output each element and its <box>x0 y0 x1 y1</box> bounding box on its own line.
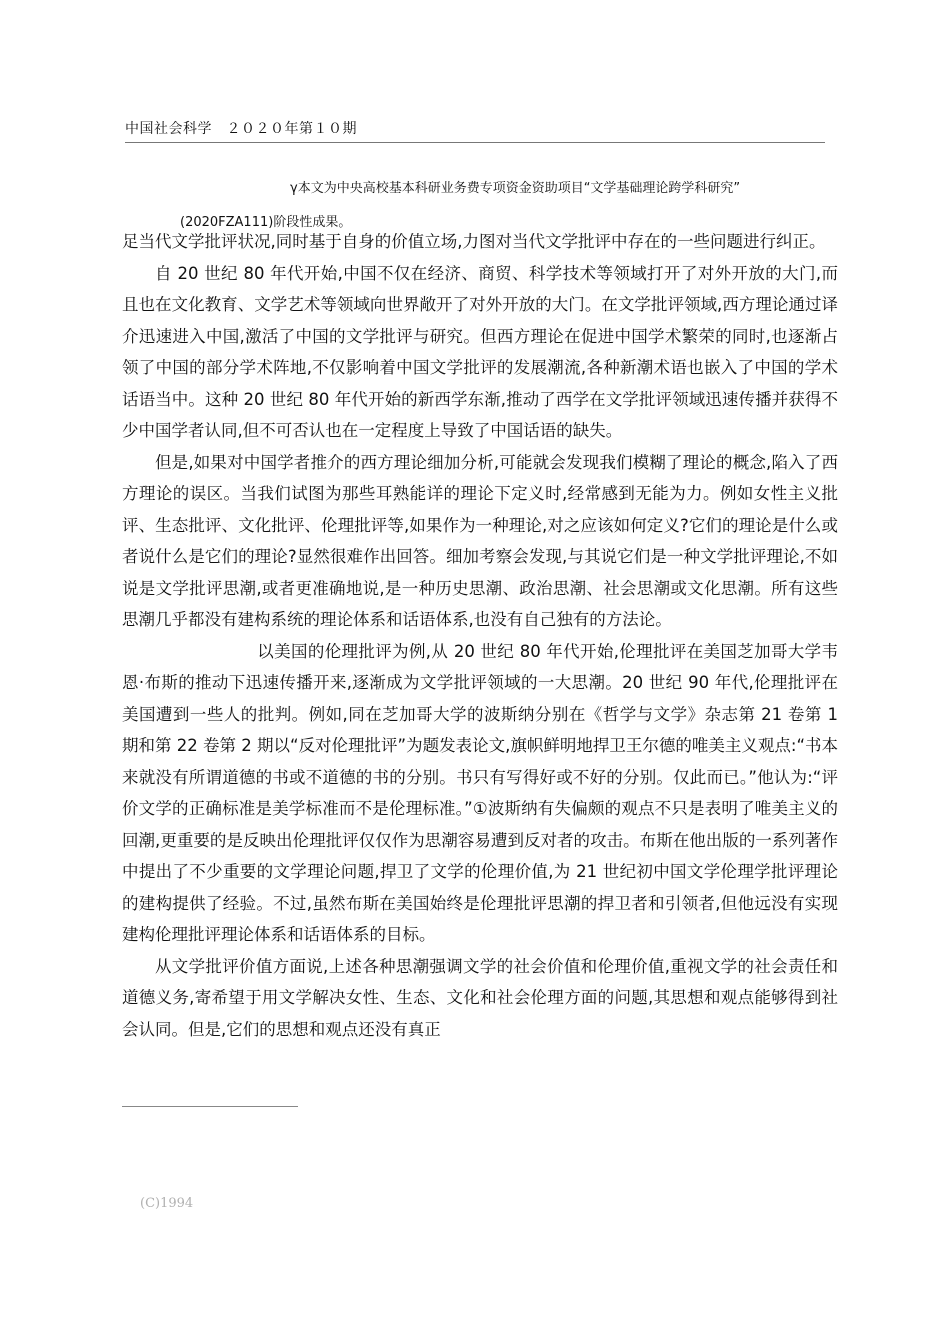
paragraph-western-theory: 但是,如果对中国学者推介的西方理论细加分析,可能就会发现我们模糊了理论的概念,陷入了西方理论的误区。当我们试图为那些耳熟能详的理论下定义时,经常感到无能为力。例如女性主义批评、生态批评、文化批评、伦理批评等,如果作为一种理论,对之应该如何定义?它们的理论是什么或者说什么是它们的理论?显然很难作出回答。细加考察会发现,与其说它们是一种文学批评理论,不如说是文学批评思潮,或者更准确地说,是一种历史思潮、政治思潮、社会思潮或文化思潮。所有这些思潮几乎都没有建构系统的理论体系和话语体系,也没有自己独有的方法论。 <box>122 452 838 629</box>
footnote-divider <box>122 1106 298 1107</box>
article-body <box>122 226 838 1045</box>
paragraph-critical-value: 从文学批评价值方面说,上述各种思潮强调文学的社会价值和伦理价值,重视文学的社会责任和道德义务,寄希望于用文学解决女性、生态、文化和社会伦理方面的问题,其思想和观点能够得到社会认同。但是,它们的思想和观点还没有真正 <box>122 956 838 1039</box>
funding-note-line-1: γ本文为中央高校基本科研业务费专项资金资助项目“文学基础理论跨学科研究” <box>290 181 741 196</box>
funding-note-line-2: (2020FZA111)阶段性成果。 <box>180 215 352 230</box>
journal-header: 中国社会科学 ２０２０年第１０期 <box>125 121 357 137</box>
paragraph-ethical-criticism: 以美国的伦理批评为例,从 20 世纪 80 年代开始,伦理批评在美国芝加哥大学韦恩·布斯的推动下迅速传播开来,逐渐成为文学批评领域的一大思潮。20 世纪 90 年代,伦理批评在美国遭到一些人的批判。例如,同在芝加哥大学的波斯纳分别在《哲学与文学》杂志第 21 卷第 1 期和第 22 卷第 2 期以“反对伦理批评”为题发表论文,旗帜鲜明地捍卫王尔德的唯美主义观点:“书本来就没有所谓道德的书或不道德的书的分别。书只有写得好或不好的分别。仅此而已。”他认为:“评价文学的正确标准是美学标准而不是伦理标准。”①波斯纳有失偏颇的观点不只是表明了唯美主义的回潮,更重要的是反映出伦理批评仅仅作为思潮容易遭到反对者的攻击。布斯在他出版的一系列著作中提出了不少重要的文学理论问题,捍卫了文学的伦理价值,为 21 世纪初中国文学伦理学批评理论的建构提供了经验。不过,虽然布斯在美国始终是伦理批评思潮的捍卫者和引领者,但他远没有实现建构伦理批评理论体系和话语体系的目标。 <box>122 641 838 944</box>
paragraph-continuation: 足当代文学批评状况,同时基于自身的价值立场,力图对当代文学批评中存在的一些问题进行纠正。 <box>122 232 826 251</box>
header-divider <box>125 142 825 143</box>
paragraph-opening-up: 自 20 世纪 80 年代开始,中国不仅在经济、商贸、科学技术等领域打开了对外开放的大门,而且也在文化教育、文学艺术等领域向世界敞开了对外开放的大门。在文学批评领域,西方理论通过译介迅速进入中国,激活了中国的文学批评与研究。但西方理论在促进中国学术繁荣的同时,也逐渐占领了中国的部分学术阵地,不仅影响着中国文学批评的发展潮流,各种新潮术语也嵌入了中国的学术话语当中。这种 20 世纪 80 年代开始的新西学东渐,推动了西学在文学批评领域迅速传播并获得不少中国学者认同,但不可否认也在一定程度上导致了中国话语的缺失。 <box>122 263 838 440</box>
copyright-watermark: (C)1994 <box>140 1196 194 1211</box>
